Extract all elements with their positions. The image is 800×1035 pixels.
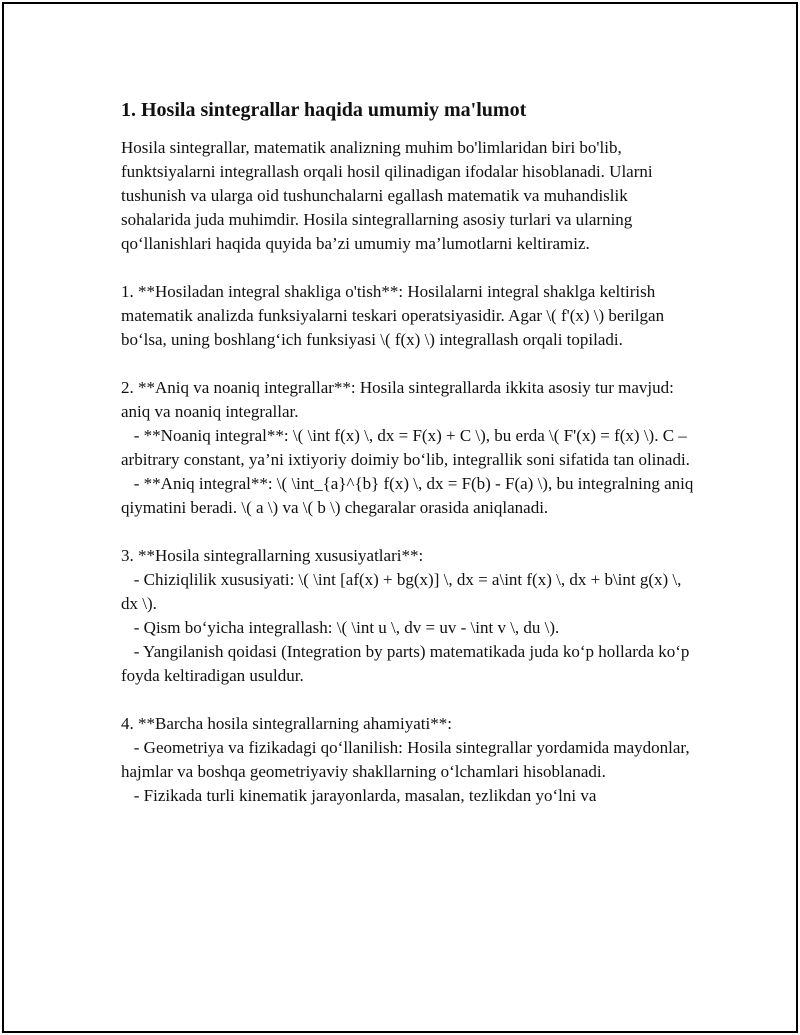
section-4-item-physics: - Fizikada turli kinematik jarayonlarda, masalan, tezlikdan yo‘lni va [121,786,597,805]
section-heading: 1. Hosila sintegrallar haqida umumiy ma'lumot [121,99,527,121]
section-3-item-by-parts: - Qism bo‘yicha integrallash: \( \int u \, dv = uv - \int v \, du \). [121,618,560,637]
page-frame [2,2,798,1033]
section-3-item-update-rule: - Yangilanish qoidasi (Integration by parts) matematikada juda ko‘p hollarda ko‘p foyda keltiradigan usuldur. [121,642,694,685]
intro-paragraph: Hosila sintegrallar, matematik analizning muhim bo'limlaridan biri bo'lib, funktsiyalarni integrallash orqali hosil qilinadigan ifodalar hisoblanadi. Ularni tushunish va ularga oid tushunchalarni egallash matematik va muhandislik sohalarida juda muhimdir. Hosila sintegrallarning asosiy turlari va ularning qo‘llanishlari haqida quyida ba’zi umumiy ma’lumotlarni keltiramiz. [121,138,653,253]
section-2-title: 2. **Aniq va noaniq integrallar**: Hosila sintegrallarda ikkita asosiy tur mavjud: aniq va noaniq integrallar. [121,378,679,421]
section-2-block [121,376,696,520]
section-3-block [121,544,696,688]
section-3-item-linearity: - Chiziqlilik xususiyati: \( \int [af(x) + bg(x)] \, dx = a\int f(x) \, dx + b\int g(x) \, dx \). [121,570,686,613]
section-3-title: 3. **Hosila sintegrallarning xususiyatlari**: [121,546,424,565]
section-2-item-definite: - **Aniq integral**: \( \int_{a}^{b} f(x) \, dx = F(b) - F(a) \), bu integralning aniq qiymatini beradi. \( a \) va \( b \) chegaralar orasida aniqlanadi. [121,474,698,517]
document-body [121,96,696,832]
section-4-item-geometry: - Geometriya va fizikadagi qo‘llanilish: Hosila sintegrallar yordamida maydonlar, hajmlar va boshqa geometriyaviy shakllarning o‘lchamlari hisoblanadi. [121,738,694,781]
section-4-title: 4. **Barcha hosila sintegrallarning ahamiyati**: [121,714,452,733]
section-1-paragraph: 1. **Hosiladan integral shakliga o'tish**: Hosilalarni integral shaklga keltirish matematik analizda funksiyalarni teskari operatsiyasidir. Agar \( f'(x) \) berilgan bo‘lsa, uning boshlang‘ich funksiyasi \( f(x) \) integrallash orqali topiladi. [121,282,665,349]
section-2-item-indefinite: - **Noaniq integral**: \( \int f(x) \, dx = F(x) + C \), bu erda \( F'(x) = f(x) \). C – arbitrary constant, ya’ni ixtiyoriy doimiy bo‘lib, integrallik soni sifatida tan olinadi. [121,426,692,469]
section-4-block [121,712,696,808]
